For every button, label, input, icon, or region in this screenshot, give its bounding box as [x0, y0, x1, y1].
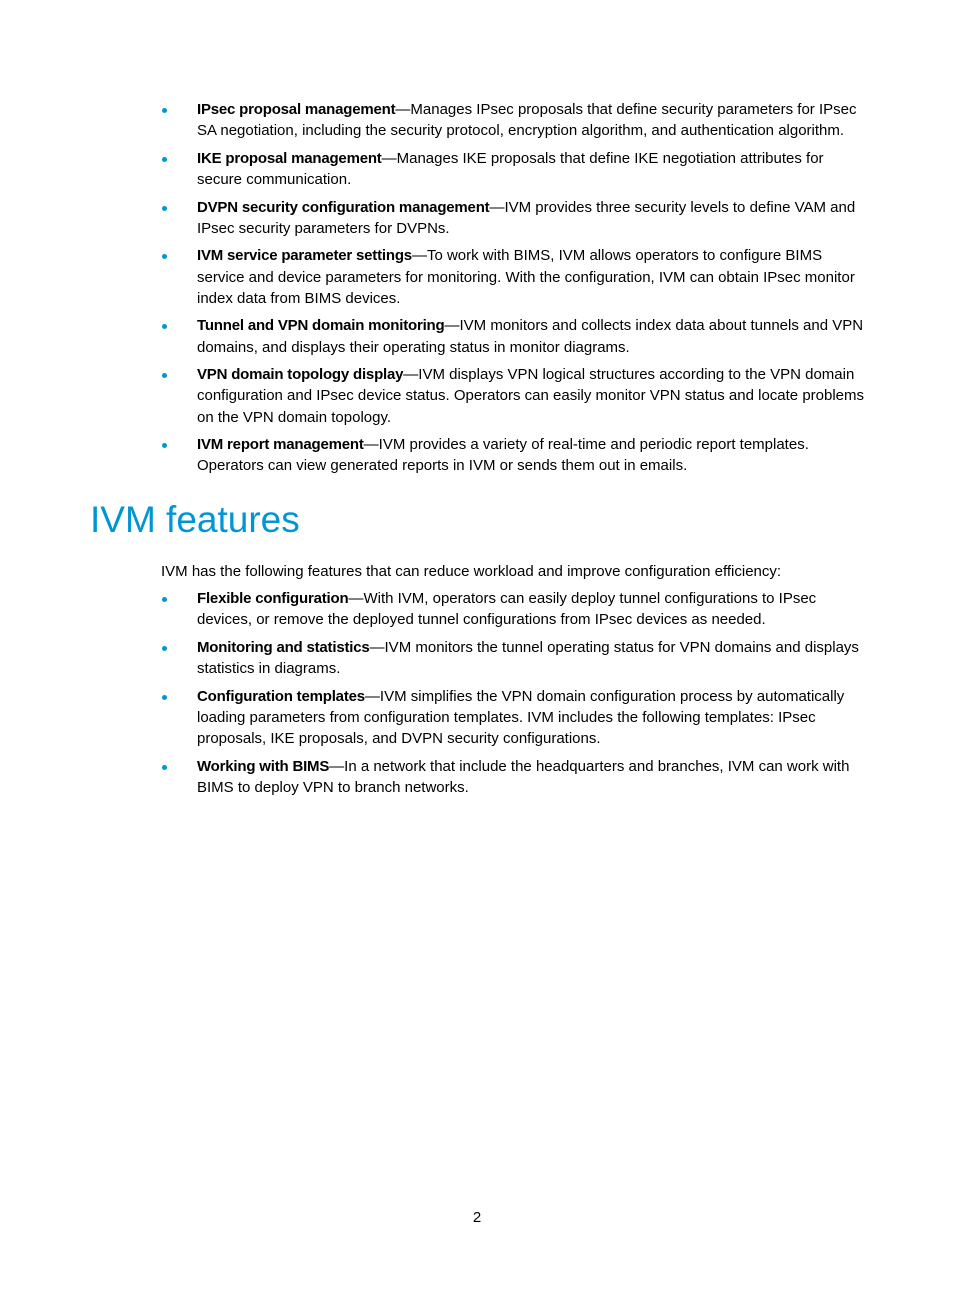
- list-item: [161, 637, 867, 679]
- bullet-icon: [162, 157, 167, 162]
- list-item: [161, 588, 867, 630]
- capabilities-list: [161, 99, 867, 483]
- list-item: [161, 756, 867, 798]
- item-description: —IVM provides three security levels to define VAM and IPsec security parameters for DVPNs.: [197, 198, 856, 237]
- item-term: IVM service parameter settings: [197, 247, 412, 265]
- item-description: —IVM displays VPN logical structures according to the VPN domain configuration and IPsec device status. Operators can easily monitor VPN status and locate problems on the VPN domain topology.: [197, 366, 865, 426]
- bullet-icon: [162, 443, 167, 448]
- item-term: Configuration templates: [197, 687, 365, 705]
- bullet-icon: [162, 254, 167, 259]
- item-description: —With IVM, operators can easily deploy tunnel configurations to IPsec devices, or remove the deployed tunnel configurations from IPsec devices as needed.: [197, 590, 817, 629]
- item-term: Tunnel and VPN domain monitoring: [197, 317, 445, 335]
- bullet-icon: [162, 597, 167, 602]
- item-description: —In a network that include the headquarters and branches, IVM can work with BIMS to deploy VPN to branch networks.: [197, 757, 850, 796]
- item-term: IPsec proposal management: [197, 101, 396, 118]
- item-description: —Manages IPsec proposals that define security parameters for IPsec SA negotiation, including the security protocol, encryption algorithm, and authentication algorithm.: [197, 101, 857, 140]
- item-term: IKE proposal management: [197, 149, 382, 167]
- bullet-icon: [162, 373, 167, 378]
- item-term: VPN domain topology display: [197, 366, 404, 384]
- list-item: [161, 99, 867, 141]
- item-term: Working with BIMS: [197, 757, 330, 775]
- item-description: —IVM simplifies the VPN domain configuration process by automatically loading parameters from configuration templates. IVM includes the following templates: IPsec proposals, IKE proposals, and DVPN security configurations.: [197, 687, 845, 747]
- list-item: [161, 148, 867, 190]
- bullet-icon: [162, 108, 167, 113]
- bullet-icon: [162, 206, 167, 211]
- item-term: Monitoring and statistics: [197, 638, 370, 656]
- item-description: —IVM provides a variety of real-time and periodic report templates. Operators can view generated reports in IVM or sends them out in emails.: [197, 436, 809, 475]
- item-description: —To work with BIMS, IVM allows operators to configure BIMS service and device parameters for monitoring. With the configuration, IVM can obtain IPsec monitor index data from BIMS devices.: [197, 247, 855, 307]
- item-term: IVM report management: [197, 436, 364, 454]
- item-term: DVPN security configuration management: [197, 198, 490, 216]
- list-item: [161, 434, 867, 476]
- list-item: [161, 197, 867, 239]
- features-list: [161, 588, 867, 804]
- section-intro: IVM has the following features that can reduce workload and improve configuration efficiency:: [161, 563, 782, 580]
- bullet-icon: [162, 765, 167, 770]
- bullet-icon: [162, 324, 167, 329]
- item-description: —IVM monitors and collects index data about tunnels and VPN domains, and displays their operating status in monitor diagrams.: [197, 317, 864, 356]
- list-item: [161, 364, 867, 428]
- item-term: Flexible configuration: [197, 590, 349, 607]
- bullet-icon: [162, 646, 167, 651]
- page-number: 2: [472, 1209, 482, 1226]
- list-item: [161, 315, 867, 357]
- item-description: —Manages IKE proposals that define IKE negotiation attributes for secure communication.: [197, 149, 824, 188]
- list-item: [161, 686, 867, 750]
- list-item: [161, 245, 867, 309]
- section-heading: IVM features: [90, 499, 300, 540]
- bullet-icon: [162, 695, 167, 700]
- item-description: —IVM monitors the tunnel operating status for VPN domains and displays statistics in diagrams.: [197, 638, 859, 677]
